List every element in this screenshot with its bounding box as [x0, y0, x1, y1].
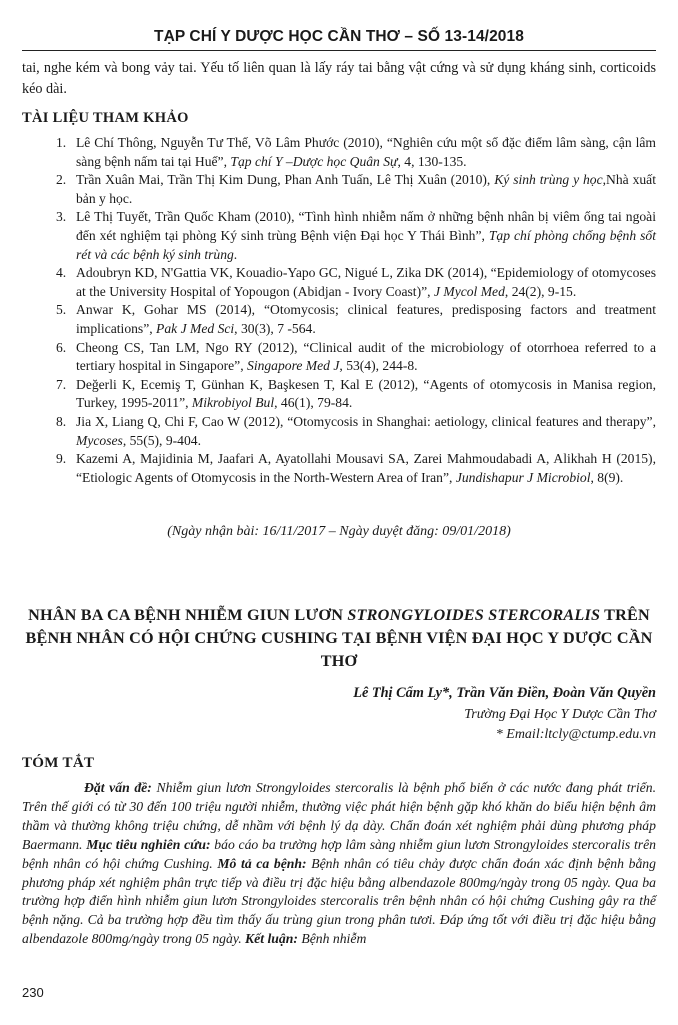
abstract-heading: TÓM TẮT [22, 755, 95, 771]
references-list [22, 134, 656, 487]
reference-item: 3. Lê Thị Tuyết, Trần Quốc Kham (2010), “Tình hình nhiễm nấm ở những bệnh nhân bị viêm ống tai ngoài đến xét nghiệm tại phòng Ký sinh trùng Bệnh viện Đại học Y Thái Bình”, Tạp chí phòng chống bệnh sốt rét và các bệnh ký sinh trùng. [56, 209, 656, 262]
reference-item: 1. Lê Chí Thông, Nguyễn Tư Thế, Võ Lâm Phước (2010), “Nghiên cứu một số đặc điểm lâm sàng, cận lâm sàng bệnh nấm tai tại Huế”, Tạp chí Y –Dược học Quân Sự, 4, 130-135. [56, 135, 656, 169]
reference-item: 7. Değerli K, Ecemiş T, Günhan K, Başkesen T, Kal E (2012), “Agents of otomycosis in Manisa region, Turkey, 1995-2011”, Mikrobiyol Bul, 46(1), 79-84. [56, 376, 656, 411]
article-title: NHÂN BA CA BỆNH NHIỄM GIUN LƯƠN STRONGYLOIDES STERCORALIS TRÊN BỆNH NHÂN CÓ HỘI CHỨNG CUSHING TẠI BỆNH VIỆN ĐẠI HỌC Y DƯỢC CẦN THƠ [25, 606, 653, 670]
reference-item: 5. Anwar K, Gohar MS (2014), “Otomycosis; clinical features, predisposing factors and treatment implications”, Pak J Med Sci, 30(3), 7 -564. [56, 302, 656, 336]
abstract-body: Đặt vấn đề: Nhiễm giun lươn Strongyloides stercoralis là bệnh phổ biến ở các nước đang phát triển. Trên thế giới có từ 30 đến 100 triệu người nhiễm, thường việc phát hiện bệnh gặp khó khăn do biểu hiện bệnh âm thầm và thường không triệu chứng, dễ nhầm với bệnh lý dạ dày. Chẩn đoán xét nghiệm phải dùng phương pháp Baermann. Mục tiêu nghiên cứu: báo cáo ba trường hợp lâm sàng nhiễm giun lươn Strongyloides stercoralis trên bệnh nhân có hội chứng Cushing. Mô tả ca bệnh: Bệnh nhân có tiêu chảy được chẩn đoán xác định bệnh bằng phương pháp xét nghiệm phân trực tiếp và điều trị đặc hiệu bằng albendazole 800mg/ngày trong 05 ngày. Qua ba trường hợp điển hình nhiễm giun lươn Strongyloides stercoralis trên bệnh nhân có hội chứng Cushing gây ra thể bệnh nặng. Cả ba trường hợp đều tìm thấy ấu trùng giun trong phân tươi. Đáp ứng tốt với điều trị đặc hiệu bằng albendazole 800mg/ngày trong 05 ngày. Kết luận: Bệnh nhiễm [22, 780, 657, 947]
reference-item: 2. Trần Xuân Mai, Trần Thị Kim Dung, Phan Anh Tuấn, Lê Thị Xuân (2010), Ký sinh trùng y học,Nhà xuất bản y học. [56, 172, 656, 206]
author-email: * Email:ltcly@ctump.edu.vn [495, 727, 656, 742]
header-divider [22, 50, 656, 51]
reference-item: 9. Kazemi A, Majidinia M, Jaafari A, Ayatollahi Mousavi SA, Zarei Mahmoudabadi A, Alikhah H (2015), “Etiologic Agents of Otomycosis in the North-Western Area of Iran”, Jundishapur J Microbiol, 8(9). [56, 451, 656, 485]
references-heading: TÀI LIỆU THAM KHẢO [22, 110, 189, 126]
received-accepted-dates: (Ngày nhận bài: 16/11/2017 – Ngày duyệt đăng: 09/01/2018) [167, 524, 511, 539]
reference-item: 6. Cheong CS, Tan LM, Ngo RY (2012), “Clinical audit of the microbiology of otorrhoea referred to a tertiary hospital in Singapore”, Singapore Med J, 53(4), 244-8. [56, 339, 656, 374]
reference-item: 8. Jia X, Liang Q, Chi F, Cao W (2012), “Otomycosis in Shanghai: aetiology, clinical features and therapy”, Mycoses, 55(5), 9-404. [56, 413, 656, 448]
page-number: 230 [22, 985, 44, 1000]
reference-item: 4. Adoubryn KD, N'Gattia VK, Kouadio-Yapo GC, Nigué L, Zika DK (2014), “Epidemiology of otomycoses at the University Hospital of Yopougon (Abidjan - Ivory Coast)”, J Mycol Med, 24(2), 9-15. [56, 265, 656, 299]
journal-header: TẠP CHÍ Y DƯỢC HỌC CẦN THƠ – SỐ 13-14/2018 [154, 28, 524, 45]
previous-article-conclusion: tai, nghe kém và bong vảy tai. Yếu tố liên quan là lấy ráy tai bằng vật cứng và sử dụng kháng sinh, corticoids kéo dài. [22, 60, 656, 97]
author-affiliation: Trường Đại Học Y Dược Cần Thơ [464, 707, 656, 722]
article-authors: Lê Thị Cẩm Ly*, Trần Văn Điền, Đoàn Văn Quyền [353, 685, 656, 701]
